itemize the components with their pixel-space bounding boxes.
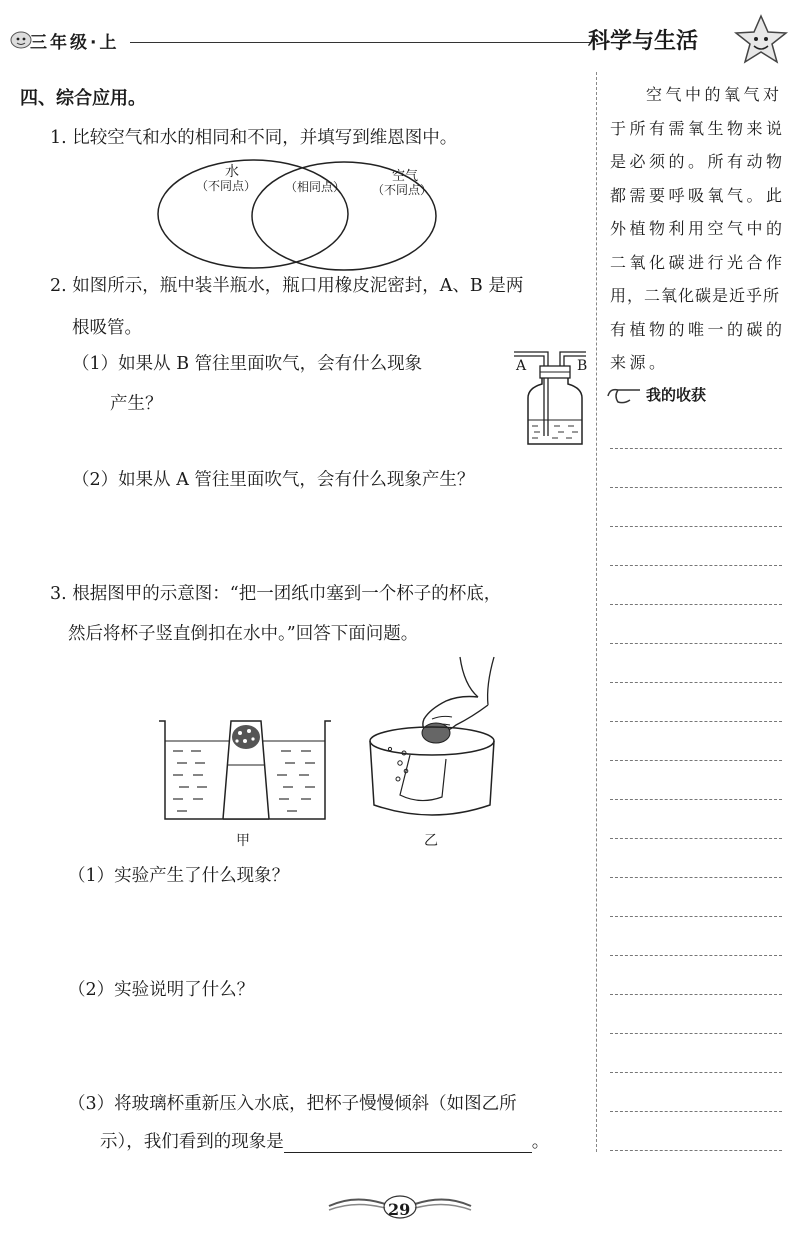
venn-middle-label: （相同点） (285, 180, 346, 194)
q3-sub3-prompt: 示），我们看到的现象是 (100, 1132, 284, 1152)
straw-label-a: A (516, 358, 527, 374)
q3-sub3-end: 。 (531, 1132, 550, 1152)
writing-line (610, 1072, 782, 1073)
writing-line (610, 1111, 782, 1112)
writing-line (610, 760, 782, 761)
writing-line (610, 799, 782, 800)
sidebar-divider (596, 72, 597, 1152)
q1-text: 1. 比较空气和水的相同和不同，并填写到维恩图中。 (50, 128, 458, 148)
star-mascot-icon (732, 14, 790, 66)
writing-line (610, 877, 782, 878)
note-line: 外植物利用空气中的 (610, 219, 786, 238)
series-title: 科学与生活 (588, 29, 699, 54)
inverted-cup-in-tank-figure (155, 715, 335, 825)
pointing-hand-icon (606, 382, 646, 406)
section-title: 四、综合应用。 (20, 88, 146, 109)
header-rule (130, 42, 590, 43)
note-line: 有植物的唯一的碳的 (610, 319, 786, 339)
note-line: 于所有需氧生物来说 (610, 118, 786, 138)
q3-sub1: （1）实验产生了什么现象？ (68, 866, 290, 886)
q2-line1: 2. 如图所示，瓶中装半瓶水，瓶口用橡皮泥密封，A、B 是两 (50, 276, 524, 296)
note-line: 是必须的。所有动物 (610, 152, 786, 171)
venn-right-sub: （不同点） (372, 183, 433, 197)
page-number: 29 (388, 1200, 411, 1219)
tilted-cup-in-beaker-figure (360, 655, 510, 825)
writing-line (610, 526, 782, 527)
writing-line (610, 1033, 782, 1034)
grade-label: 三年级·上 (30, 33, 120, 53)
q3-sub2: （2）实验说明了什么？ (68, 980, 255, 1000)
q2-sub1-line1: （1）如果从 B 管往里面吹气，会有什么现象 (72, 354, 423, 374)
q2-sub1-line2: 产生？ (110, 394, 163, 414)
writing-line (610, 643, 782, 644)
q3-sub3-line2 (100, 1128, 549, 1153)
q3-line2: 然后将杯子竖直倒扣在水中。”回答下面问题。 (68, 624, 419, 644)
note-line: 二氧化碳进行光合作 (610, 252, 786, 272)
writing-line (610, 1150, 782, 1151)
note-line: 来源。 (610, 353, 669, 372)
note-line: 都需要呼吸氧气。此 (610, 185, 786, 205)
straw-label-b: B (577, 358, 588, 374)
writing-line (610, 721, 782, 722)
answer-blank[interactable] (284, 1134, 532, 1153)
writing-line (610, 448, 782, 449)
sidebar-note (610, 78, 790, 380)
note-line: 空气中的氧气对 (646, 85, 783, 104)
writing-line (610, 916, 782, 917)
writing-line (610, 838, 782, 839)
harvest-title: 我的收获 (646, 386, 707, 404)
writing-line (610, 994, 782, 995)
writing-line (610, 955, 782, 956)
venn-right-title: 空气 (392, 169, 419, 184)
q2-line2: 根吸管。 (72, 318, 142, 338)
writing-line (610, 565, 782, 566)
writing-line (610, 682, 782, 683)
q2-sub2: （2）如果从 A 管往里面吹气，会有什么现象产生？ (72, 470, 475, 490)
writing-line (610, 604, 782, 605)
q3-line1: 3. 根据图甲的示意图：“把一团纸巾塞到一个杯子的杯底， (50, 584, 502, 604)
writing-line (610, 487, 782, 488)
figure-a-caption: 甲 (236, 833, 250, 849)
venn-left-title: 水 (225, 164, 239, 180)
figure-b-caption: 乙 (424, 833, 438, 849)
venn-left-sub: （不同点） (196, 179, 257, 193)
q3-sub3-line1: （3）将玻璃杯重新压入水底，把杯子慢慢倾斜（如图乙所 (68, 1094, 517, 1114)
note-line: 用，二氧化碳是近乎所 (610, 286, 781, 305)
